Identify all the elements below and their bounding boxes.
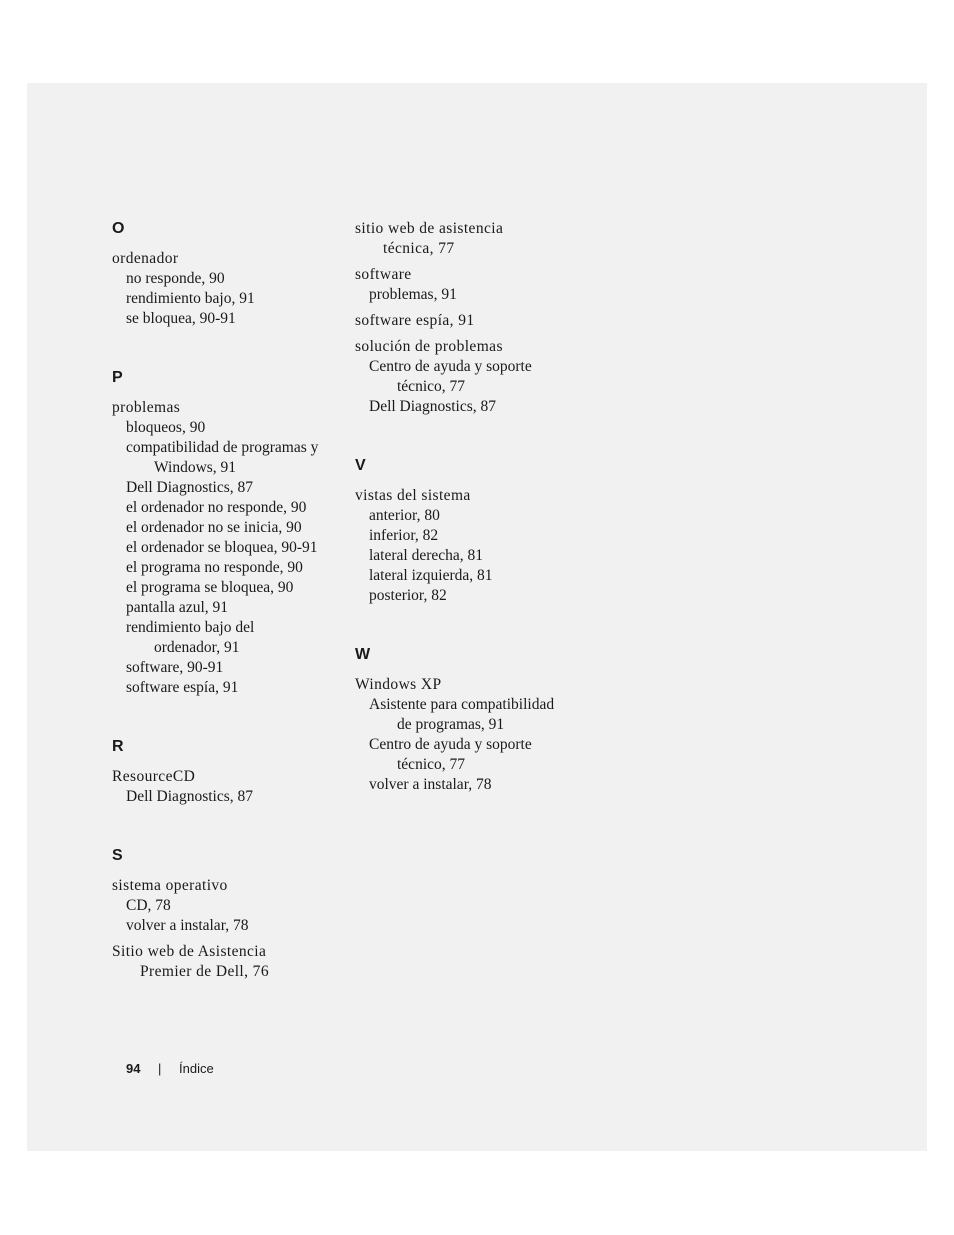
entry-term: software espía, 91 — [355, 312, 475, 329]
section-letter: S — [112, 847, 123, 864]
footer-separator: | — [158, 1061, 162, 1076]
subterm-continuation: técnico, 77 — [397, 756, 466, 773]
index-entry — [355, 311, 585, 331]
entry-subterm — [355, 695, 585, 735]
subterm-line: compatibilidad de programas y — [126, 439, 319, 456]
index-column-left — [112, 219, 342, 1021]
entry-subterm — [112, 618, 342, 658]
entry-subterm: problemas, 91 — [369, 286, 457, 303]
entry-term: ResourceCD — [112, 768, 196, 785]
entry-subterm: lateral izquierda, 81 — [369, 567, 493, 584]
entry-subterm: el ordenador no se inicia, 90 — [126, 519, 302, 536]
index-section-s-continued — [355, 219, 585, 417]
entry-subterm: no responde, 90 — [126, 270, 225, 287]
index-entry — [355, 337, 585, 417]
entry-subterm: rendimiento bajo, 91 — [126, 290, 255, 307]
index-column-right — [355, 219, 585, 834]
entry-subterm: el ordenador se bloquea, 90-91 — [126, 539, 318, 556]
entry-subterm: anterior, 80 — [369, 507, 440, 524]
footer-section-title: Índice — [179, 1061, 214, 1076]
entry-subterm: software, 90-91 — [126, 659, 224, 676]
term-continuation: técnica, 77 — [383, 240, 455, 257]
term-line: Sitio web de Asistencia — [112, 943, 267, 960]
index-entry — [112, 249, 342, 329]
index-section-v — [355, 456, 585, 606]
index-section-r — [112, 737, 342, 807]
entry-term: software — [355, 266, 412, 283]
entry-subterm: posterior, 82 — [369, 587, 447, 604]
index-entry — [355, 675, 585, 795]
entry-subterm: el programa se bloquea, 90 — [126, 579, 294, 596]
entry-term: vistas del sistema — [355, 487, 471, 504]
section-letter: P — [112, 369, 123, 386]
subterm-continuation: de programas, 91 — [397, 716, 505, 733]
entry-subterm — [355, 735, 585, 775]
index-section-p — [112, 368, 342, 698]
entry-subterm — [355, 357, 585, 397]
entry-subterm: el programa no responde, 90 — [126, 559, 303, 576]
page-number: 94 — [126, 1061, 141, 1076]
subterm-line: rendimiento bajo del — [126, 619, 255, 636]
term-line: sitio web de asistencia — [355, 220, 504, 237]
index-section-s — [112, 846, 342, 982]
entry-term — [112, 942, 342, 982]
index-entry — [112, 398, 342, 698]
subterm-line: Centro de ayuda y soporte — [369, 736, 532, 753]
entry-subterm: pantalla azul, 91 — [126, 599, 228, 616]
entry-term: Windows XP — [355, 676, 442, 693]
entry-term — [355, 219, 585, 259]
entry-subterm: inferior, 82 — [369, 527, 439, 544]
section-letter: O — [112, 220, 125, 237]
entry-subterm: Dell Diagnostics, 87 — [369, 398, 496, 415]
entry-term: problemas — [112, 399, 181, 416]
section-letter: R — [112, 738, 124, 755]
subterm-continuation: técnico, 77 — [397, 378, 466, 395]
entry-subterm: bloqueos, 90 — [126, 419, 206, 436]
subterm-line: Centro de ayuda y soporte — [369, 358, 532, 375]
index-entry — [355, 219, 585, 259]
entry-term: solución de problemas — [355, 338, 503, 355]
subterm-line: Asistente para compatibilidad — [369, 696, 555, 713]
entry-subterm: software espía, 91 — [126, 679, 239, 696]
entry-term: ordenador — [112, 250, 179, 267]
entry-subterm: Dell Diagnostics, 87 — [126, 479, 253, 496]
entry-subterm — [112, 438, 342, 478]
entry-subterm: volver a instalar, 78 — [369, 776, 492, 793]
subterm-continuation: ordenador, 91 — [154, 639, 240, 656]
entry-subterm: se bloquea, 90-91 — [126, 310, 236, 327]
index-entry — [355, 265, 585, 305]
entry-subterm: el ordenador no responde, 90 — [126, 499, 307, 516]
index-section-o — [112, 219, 342, 329]
index-entry — [112, 942, 342, 982]
entry-subterm: lateral derecha, 81 — [369, 547, 484, 564]
subterm-continuation: Windows, 91 — [154, 459, 237, 476]
entry-subterm: Dell Diagnostics, 87 — [126, 788, 253, 805]
index-entry — [355, 486, 585, 606]
entry-term: sistema operativo — [112, 877, 228, 894]
entry-subterm: volver a instalar, 78 — [126, 917, 249, 934]
section-letter: V — [355, 457, 366, 474]
index-entry — [112, 876, 342, 936]
entry-subterm: CD, 78 — [126, 897, 171, 914]
term-continuation: Premier de Dell, 76 — [140, 963, 269, 980]
section-letter: W — [355, 646, 371, 663]
index-entry — [112, 767, 342, 807]
index-section-w — [355, 645, 585, 795]
